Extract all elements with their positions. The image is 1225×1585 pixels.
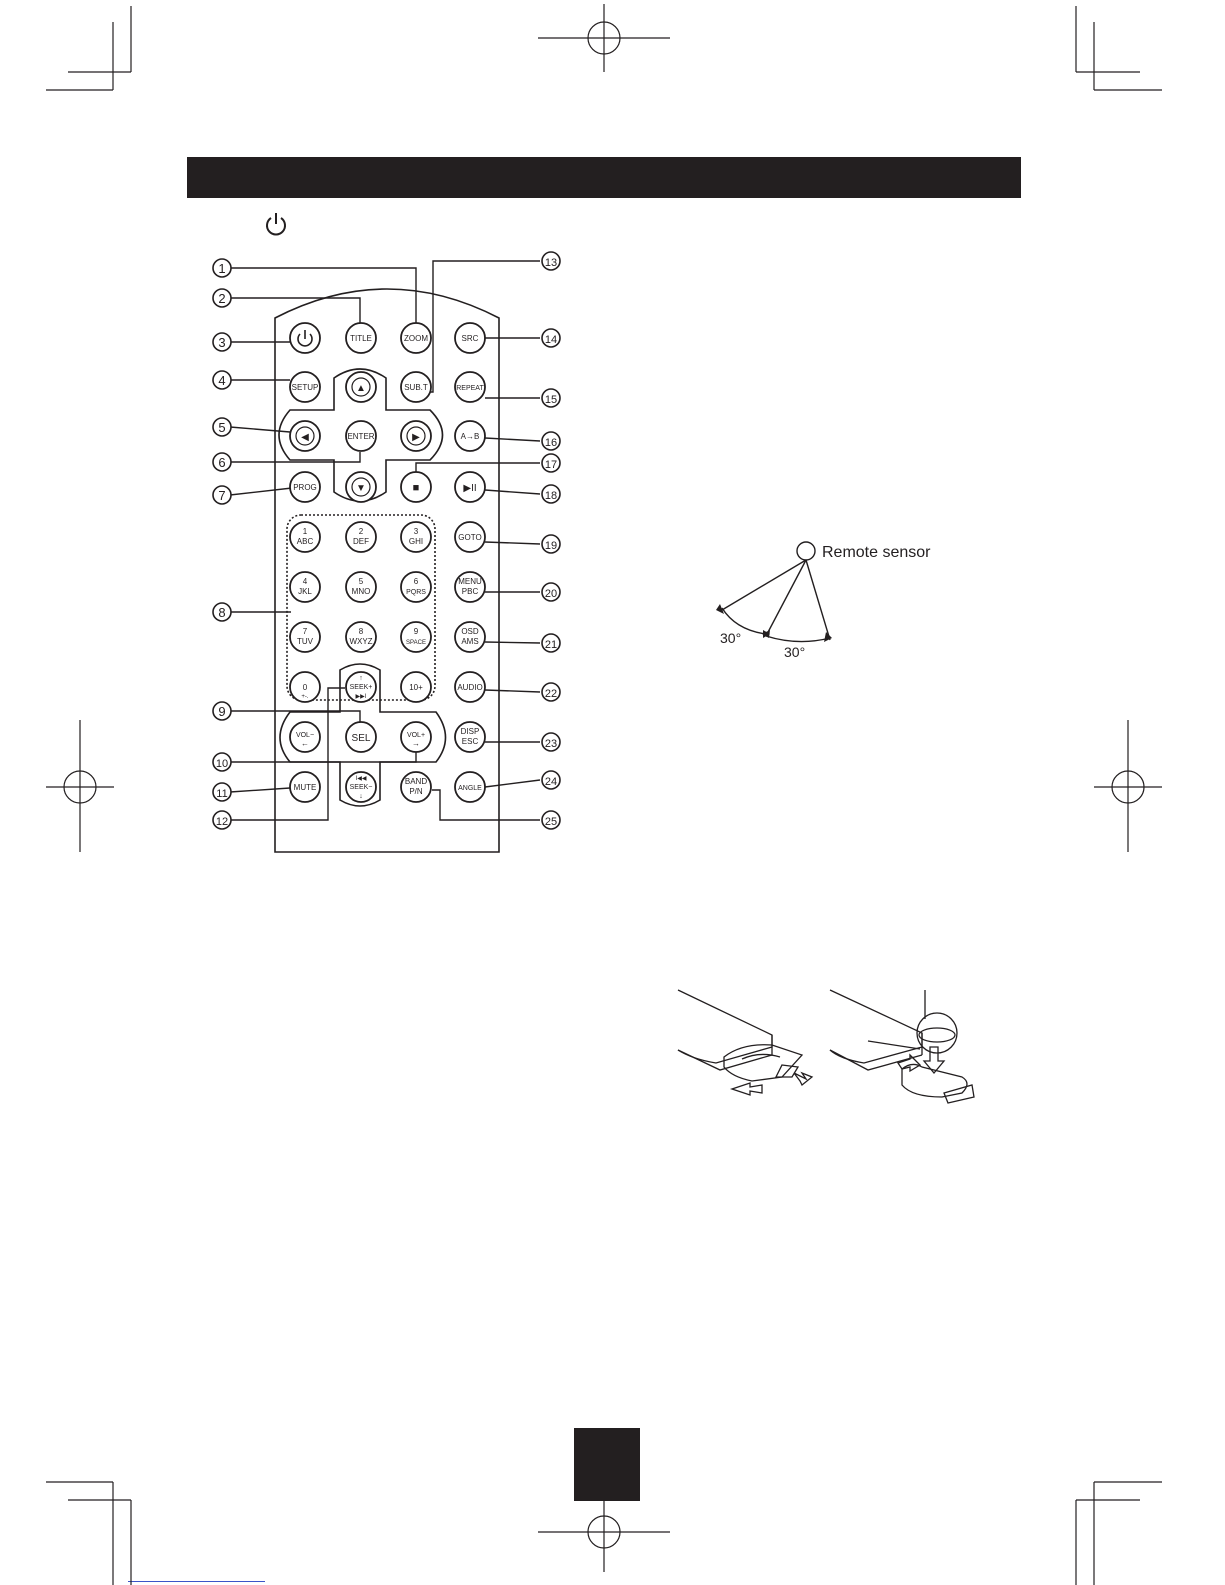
key-5-letters: MNO	[351, 587, 371, 596]
battery-replacement-diagram	[672, 985, 992, 1110]
goto-label: GOTO	[458, 533, 482, 542]
vol-plus-arrow: →	[412, 739, 420, 748]
setup-label: SETUP	[291, 383, 319, 392]
key-5-digit: 5	[358, 577, 364, 586]
menu-label: MENU	[458, 577, 482, 586]
push-arrow-icon	[732, 1083, 762, 1095]
src-label: SRC	[461, 334, 479, 343]
callout-1: 1	[218, 261, 226, 276]
callout-4: 4	[218, 373, 226, 388]
pn-label: P/N	[409, 787, 423, 796]
callout-6: 6	[218, 455, 226, 470]
band-label: BAND	[404, 777, 428, 786]
remote-sensor-diagram	[700, 530, 980, 670]
callout-24: 24	[544, 776, 558, 788]
key-7-letters: TUV	[297, 637, 313, 646]
key-2-letters: DEF	[353, 537, 369, 546]
callout-13: 13	[544, 257, 558, 269]
seek-plus-up-arrow: ↑	[359, 675, 363, 682]
vol-minus-arrow: ←	[301, 739, 309, 748]
tray-arrow-icon	[898, 1055, 920, 1071]
key-4-letters: JKL	[298, 587, 312, 596]
callout-16: 16	[544, 437, 558, 449]
ab-label: A→B	[460, 432, 480, 441]
callout-22: 22	[544, 688, 558, 700]
vol-minus-label: VOL−	[295, 732, 315, 739]
prog-label: PROG	[293, 483, 317, 492]
key-8-digit: 8	[358, 627, 364, 636]
callout-14: 14	[544, 334, 558, 346]
key-0-digit: 0	[302, 683, 308, 692]
mute-label: MUTE	[293, 783, 317, 792]
key-0-symbols: +-.	[301, 694, 309, 700]
stop-icon: ■	[412, 482, 420, 494]
callout-17: 17	[544, 459, 558, 471]
key-9-letters: SPACE	[406, 640, 426, 646]
callout-19: 19	[544, 540, 558, 552]
ams-label: AMS	[461, 637, 479, 646]
esc-label: ESC	[461, 737, 479, 746]
seek-minus-label: SEEK−	[349, 784, 373, 791]
callout-21: 21	[544, 639, 558, 651]
callout-5: 5	[218, 420, 226, 435]
next-track-icon: ▶▶I	[355, 694, 367, 700]
seek-minus-down-arrow: ↓	[359, 793, 363, 800]
key-4-digit: 4	[302, 577, 308, 586]
callout-20: 20	[544, 588, 558, 600]
angle-right-label: 30°	[784, 644, 806, 660]
disp-label: DISP	[460, 727, 480, 736]
key-1-digit: 1	[302, 527, 308, 536]
callout-18: 18	[544, 490, 558, 502]
key-3-digit: 3	[413, 527, 419, 536]
callout-7: 7	[218, 488, 226, 503]
repeat-label: REPEAT	[456, 385, 484, 392]
title-label: TITLE	[350, 334, 372, 343]
callout-9: 9	[218, 704, 226, 719]
key-10plus-label: 10+	[409, 683, 423, 692]
key-1-letters: ABC	[296, 537, 314, 546]
callout-23: 23	[544, 738, 558, 750]
angle-left-label: 30°	[720, 630, 742, 646]
key-2-digit: 2	[358, 527, 364, 536]
key-9-digit: 9	[413, 627, 419, 636]
key-6-digit: 6	[413, 577, 419, 586]
sensor-icon	[797, 542, 815, 560]
pbc-label: PBC	[461, 587, 479, 596]
prev-track-icon: I◀◀	[355, 776, 367, 782]
sel-label: SEL	[351, 733, 371, 744]
seek-plus-label: SEEK+	[349, 684, 373, 691]
angle-label: ANGLE	[458, 785, 482, 792]
subt-label: SUB.T	[404, 383, 428, 392]
key-7-digit: 7	[302, 627, 308, 636]
callout-8: 8	[218, 605, 226, 620]
down-arrow-icon: ▼	[356, 483, 366, 494]
callout-2: 2	[218, 291, 226, 306]
callout-3: 3	[218, 335, 226, 350]
callout-25: 25	[544, 816, 558, 828]
osd-label: OSD	[461, 627, 479, 636]
zoom-label: ZOOM	[404, 334, 428, 343]
button-circles	[290, 323, 485, 802]
callout-lines	[230, 261, 540, 820]
right-arrow-icon: ▶	[412, 432, 420, 443]
pull-arrow-icon	[794, 1073, 812, 1085]
key-3-letters: GHI	[408, 537, 424, 546]
callout-10: 10	[215, 758, 229, 770]
remote-sensor-label: Remote sensor	[822, 544, 931, 561]
enter-label: ENTER	[347, 432, 375, 441]
play-pause-icon: ▶II	[463, 483, 477, 494]
callout-11: 11	[216, 788, 228, 800]
vol-plus-label: VOL+	[406, 732, 426, 739]
up-arrow-icon: ▲	[356, 383, 366, 394]
key-8-letters: WXYZ	[349, 637, 373, 646]
callout-15: 15	[544, 394, 558, 406]
audio-label: AUDIO	[457, 683, 483, 692]
key-6-letters: PQRS	[406, 589, 426, 596]
callout-12: 12	[215, 816, 229, 828]
left-arrow-icon: ◀	[301, 432, 309, 443]
